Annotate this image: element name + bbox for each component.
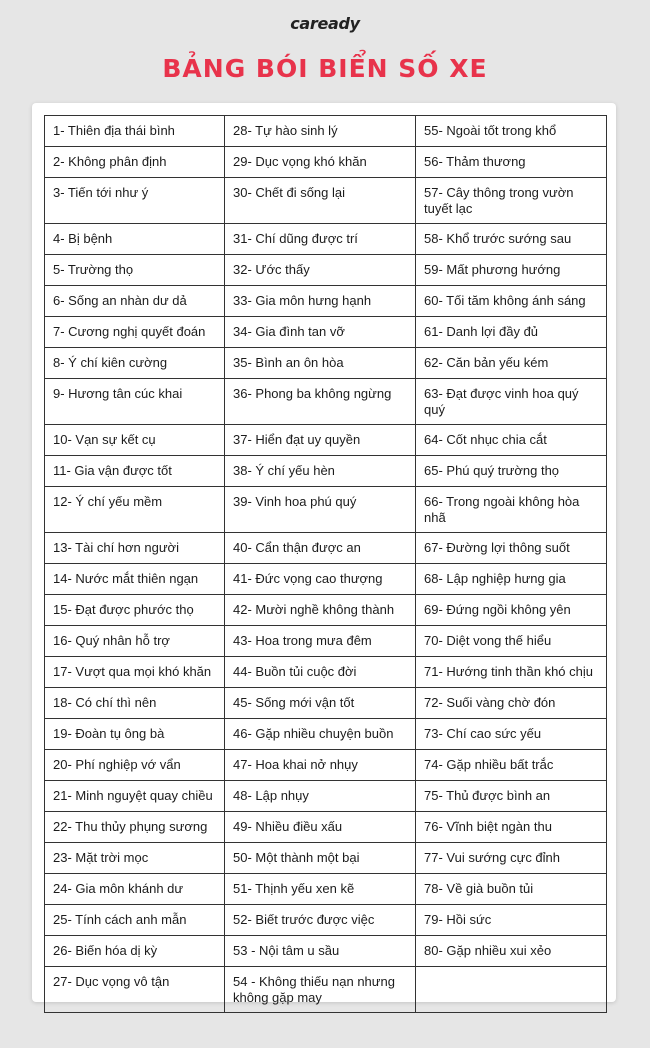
table-cell: 66- Trong ngoài không hòa nhã (416, 487, 607, 533)
brand-logo: caready (290, 14, 360, 33)
table-cell: 49- Nhiều điều xấu (225, 812, 416, 843)
table-cell: 6- Sống an nhàn dư dả (45, 286, 225, 317)
table-cell: 26- Biến hóa dị kỳ (45, 936, 225, 967)
table-cell: 69- Đứng ngồi không yên (416, 595, 607, 626)
table-row (45, 750, 607, 781)
table-cell: 40- Cẩn thận được an (225, 533, 416, 564)
table-row (45, 812, 607, 843)
table-cell (416, 967, 607, 1013)
table-cell: 12- Ý chí yếu mềm (45, 487, 225, 533)
table-cell: 10- Vạn sự kết cụ (45, 425, 225, 456)
table-cell: 74- Gặp nhiều bất trắc (416, 750, 607, 781)
table-row (45, 874, 607, 905)
plate-meaning-table (44, 115, 607, 1013)
table-cell: 51- Thịnh yếu xen kẽ (225, 874, 416, 905)
table-cell: 64- Cốt nhục chia cắt (416, 425, 607, 456)
table-row (45, 905, 607, 936)
table-cell: 24- Gia môn khánh dư (45, 874, 225, 905)
table-row (45, 178, 607, 224)
table-cell: 16- Quý nhân hỗ trợ (45, 626, 225, 657)
table-cell: 19- Đoàn tụ ông bà (45, 719, 225, 750)
table-cell: 80- Gặp nhiều xui xẻo (416, 936, 607, 967)
table-cell: 59- Mất phương hướng (416, 255, 607, 286)
table-cell: 43- Hoa trong mưa đêm (225, 626, 416, 657)
table-cell: 45- Sống mới vận tốt (225, 688, 416, 719)
table-row (45, 533, 607, 564)
table-row (45, 379, 607, 425)
table-cell: 79- Hồi sức (416, 905, 607, 936)
table-row (45, 224, 607, 255)
table-cell: 77- Vui sướng cực đỉnh (416, 843, 607, 874)
table-cell: 2- Không phân định (45, 147, 225, 178)
table-cell: 37- Hiển đạt uy quyền (225, 425, 416, 456)
table-cell: 25- Tính cách anh mẫn (45, 905, 225, 936)
table-cell: 39- Vinh hoa phú quý (225, 487, 416, 533)
table-cell: 47- Hoa khai nở nhụy (225, 750, 416, 781)
table-cell: 55- Ngoài tốt trong khổ (416, 116, 607, 147)
table-cell: 73- Chí cao sức yếu (416, 719, 607, 750)
table-row (45, 564, 607, 595)
table-cell: 23- Mặt trời mọc (45, 843, 225, 874)
table-cell: 3- Tiến tới như ý (45, 178, 225, 224)
table-cell: 42- Mười nghề không thành (225, 595, 416, 626)
table-cell: 50- Một thành một bại (225, 843, 416, 874)
table-row (45, 255, 607, 286)
table-row (45, 147, 607, 178)
table-cell: 18- Có chí thì nên (45, 688, 225, 719)
table-cell: 52- Biết trước được việc (225, 905, 416, 936)
table-cell: 56- Thảm thương (416, 147, 607, 178)
table-cell: 30- Chết đi sống lại (225, 178, 416, 224)
table-cell: 41- Đức vọng cao thượng (225, 564, 416, 595)
table-cell: 62- Căn bản yếu kém (416, 348, 607, 379)
table-row (45, 967, 607, 1013)
table-cell: 21- Minh nguyệt quay chiều (45, 781, 225, 812)
table-cell: 27- Dục vọng vô tận (45, 967, 225, 1013)
table-cell: 67- Đường lợi thông suốt (416, 533, 607, 564)
table-cell: 20- Phí nghiệp vớ vẩn (45, 750, 225, 781)
table-cell: 15- Đạt được phước thọ (45, 595, 225, 626)
table-cell: 5- Trường thọ (45, 255, 225, 286)
table-cell: 31- Chí dũng được trí (225, 224, 416, 255)
table-cell: 44- Buồn tủi cuộc đời (225, 657, 416, 688)
table-cell: 17- Vượt qua mọi khó khăn (45, 657, 225, 688)
table-row (45, 595, 607, 626)
table-cell: 13- Tài chí hơn người (45, 533, 225, 564)
table-cell: 58- Khổ trước sướng sau (416, 224, 607, 255)
table-cell: 76- Vĩnh biệt ngàn thu (416, 812, 607, 843)
table-row (45, 348, 607, 379)
table-cell: 71- Hướng tinh thần khó chịu (416, 657, 607, 688)
table-cell: 63- Đạt được vinh hoa quý quý (416, 379, 607, 425)
table-cell: 54 - Không thiếu nạn nhưng không gặp may (225, 967, 416, 1013)
table-cell: 7- Cương nghị quyết đoán (45, 317, 225, 348)
table-row (45, 781, 607, 812)
table-row (45, 317, 607, 348)
table-cell: 1- Thiên địa thái bình (45, 116, 225, 147)
page-title: BẢNG BÓI BIỂN SỐ XE (162, 54, 488, 83)
table-cell: 33- Gia môn hưng hạnh (225, 286, 416, 317)
table-cell: 11- Gia vận được tốt (45, 456, 225, 487)
table-cell: 9- Hương tân cúc khai (45, 379, 225, 425)
table-cell: 35- Bình an ôn hòa (225, 348, 416, 379)
table-cell: 70- Diệt vong thế hiểu (416, 626, 607, 657)
table-cell: 14- Nước mắt thiên ngạn (45, 564, 225, 595)
table-cell: 28- Tự hào sinh lý (225, 116, 416, 147)
table-body (45, 116, 607, 1013)
table-row (45, 425, 607, 456)
table-row (45, 688, 607, 719)
table-cell: 38- Ý chí yếu hèn (225, 456, 416, 487)
table-row (45, 936, 607, 967)
table-cell: 32- Ước thấy (225, 255, 416, 286)
table-cell: 61- Danh lợi đầy đủ (416, 317, 607, 348)
table-cell: 22- Thu thủy phụng sương (45, 812, 225, 843)
table-row (45, 843, 607, 874)
table-row (45, 657, 607, 688)
table-row (45, 719, 607, 750)
table-cell: 8- Ý chí kiên cường (45, 348, 225, 379)
table-row (45, 456, 607, 487)
table-cell: 46- Gặp nhiều chuyện buồn (225, 719, 416, 750)
table-cell: 53 - Nội tâm u sầu (225, 936, 416, 967)
table-row (45, 116, 607, 147)
table-cell: 60- Tối tăm không ánh sáng (416, 286, 607, 317)
table-cell: 4- Bị bệnh (45, 224, 225, 255)
table-cell: 57- Cây thông trong vườn tuyết lạc (416, 178, 607, 224)
table-row (45, 286, 607, 317)
table-cell: 78- Về già buồn tủi (416, 874, 607, 905)
table-row (45, 626, 607, 657)
table-cell: 72- Suối vàng chờ đón (416, 688, 607, 719)
table-row (45, 487, 607, 533)
table-cell: 48- Lập nhụy (225, 781, 416, 812)
table-cell: 65- Phú quý trường thọ (416, 456, 607, 487)
table-cell: 34- Gia đình tan vỡ (225, 317, 416, 348)
table-cell: 68- Lập nghiệp hưng gia (416, 564, 607, 595)
table-card (32, 103, 616, 1005)
table-cell: 75- Thủ được bình an (416, 781, 607, 812)
table-cell: 29- Dục vọng khó khăn (225, 147, 416, 178)
table-cell: 36- Phong ba không ngừng (225, 379, 416, 425)
